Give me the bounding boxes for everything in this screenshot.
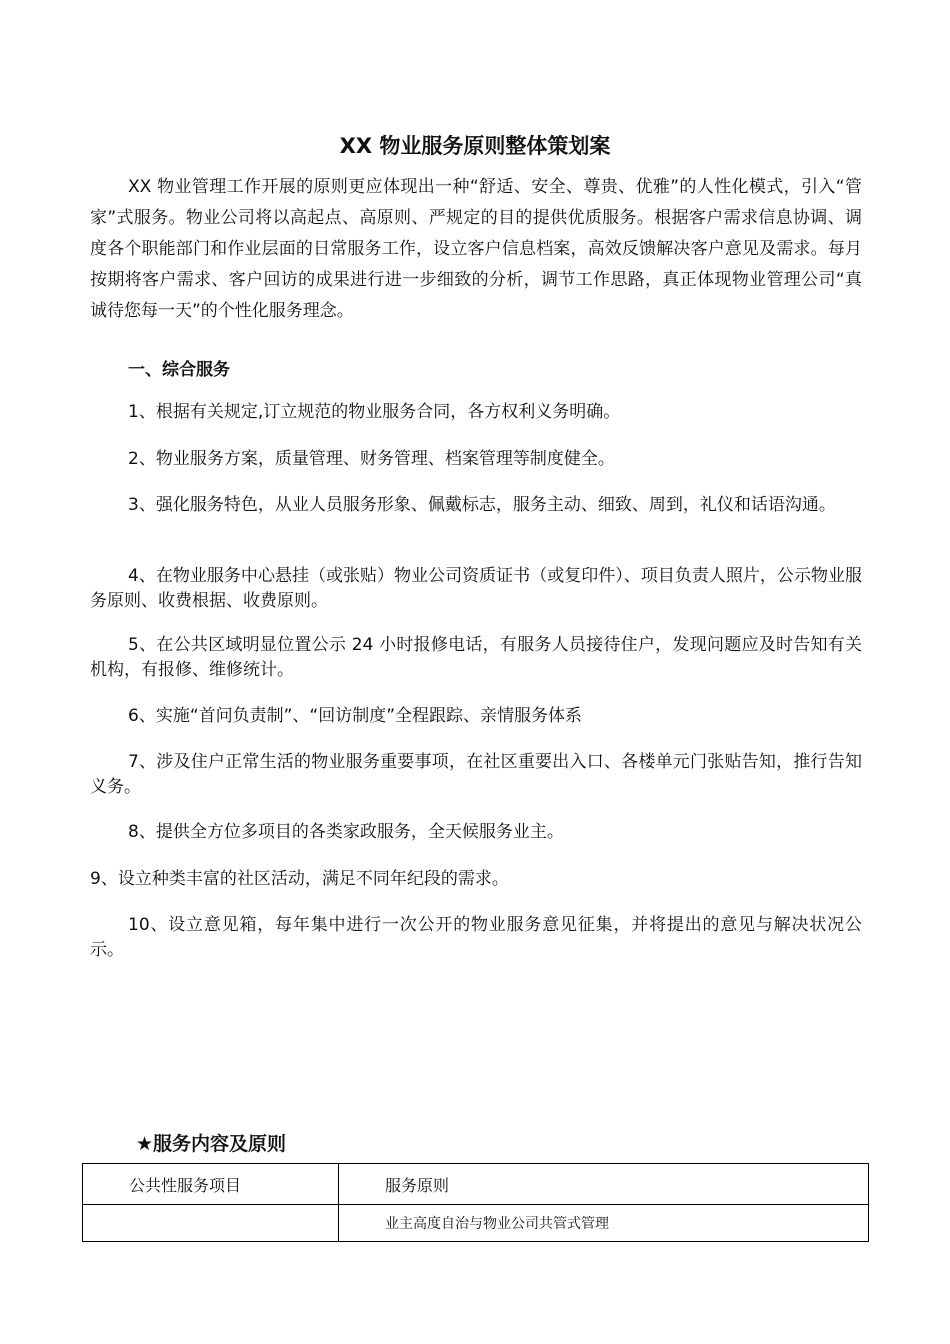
table-cell — [83, 1205, 339, 1242]
section-heading-service-content: ★服务内容及原则 — [136, 1133, 287, 1155]
list-item: 2、物业服务方案，质量管理、财务管理、档案管理等制度健全。 — [128, 449, 615, 469]
list-item: 1、根据有关规定,订立规范的物业服务合同，各方权利义务明确。 — [128, 402, 621, 422]
table-cell: 业主高度自治与物业公司共管式管理 — [339, 1205, 869, 1242]
list-item: 9、设立种类丰富的社区活动，满足不同年纪段的需求。 — [90, 869, 509, 889]
list-item: 3、强化服务特色，从业人员服务形象、佩戴标志，服务主动、细致、周到，礼仪和话语沟通。 — [128, 495, 836, 515]
list-item: 8、提供全方位多项目的各类家政服务，全天候服务业主。 — [128, 822, 564, 842]
list-item: 6、实施“首问负责制”、“回访制度”全程跟踪、亲情服务体系 — [128, 706, 583, 726]
list-item: 7、涉及住户正常生活的物业服务重要事项，在社区重要出入口、各楼单元门张贴告知，推行告知义务。 — [90, 752, 862, 797]
table-row — [83, 1205, 869, 1242]
section-heading-general-service: 一、综合服务 — [128, 360, 230, 380]
table-header-cell: 公共性服务项目 — [83, 1164, 339, 1205]
list-item: 5、在公共区域明显位置公示 24 小时报修电话，有服务人员接待住户，发现问题应及时告知有关机构，有报修、维修统计。 — [90, 635, 862, 680]
list-item: 10、设立意见箱，每年集中进行一次公开的物业服务意见征集，并将提出的意见与解决状况公示。 — [90, 915, 862, 960]
table-header-row — [83, 1164, 869, 1205]
list-item: 4、在物业服务中心悬挂（或张贴）物业公司资质证书（或复印件）、项目负责人照片，公示物业服务原则、收费根据、收费原则。 — [90, 566, 862, 611]
document-title: XX 物业服务原则整体策划案 — [339, 134, 611, 158]
service-standards-table — [82, 1163, 869, 1242]
intro-paragraph: XX 物业管理工作开展的原则更应体现出一种“舒适、安全、尊贵、优雅”的人性化模式，引入“管家”式服务。物业公司将以高起点、高原则、严规定的目的提供优质服务。根据客户需求信息协调、调度各个职能部门和作业层面的日常服务工作，设立客户信息档案，高效反馈解决客户意见及需求。每月按期将客户需求、客户回访的成果进行进一步细致的分析，调节工作思路，真正体现物业管理公司“真诚待您每一天”的个性化服务理念。 — [90, 177, 862, 321]
table-header-cell: 服务原则 — [339, 1164, 869, 1205]
